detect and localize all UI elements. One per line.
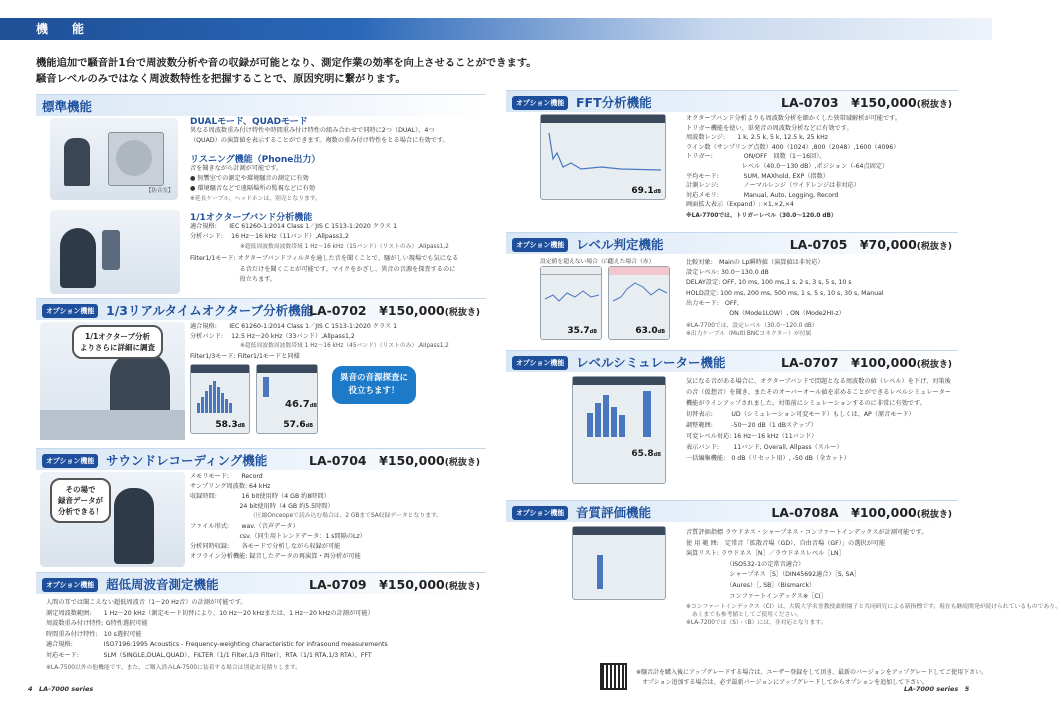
rec-price: LA-0704 ¥150,000(税抜き) (308, 453, 480, 468)
filter-text: Filter1/1モード: オクターブバンドフィルタを通した音を聞くことで、騒がしい現場でも気になる る音だけを聞くことが可能です。マイクをかざし、異音の音源を探査するのに 役立ちます。 (190, 255, 459, 283)
listening-text: 音を聞きながら計測が可能です。 ● 無響室での測定や環境騒音の測定に有効 ● 環境騒音などで遠隔場所の監視などに有効 (190, 165, 315, 192)
section-title: 機 能 (36, 22, 91, 36)
listening-title: リスニング機能（Phone出力） (190, 155, 321, 165)
option-badge: オプション機能 (512, 506, 568, 520)
rta-filter: Filter1/3モード: Filter1/1モードと同様 (190, 353, 300, 360)
infra-price: LA-0709 ¥150,000(税抜き) (308, 577, 480, 592)
octave-text: 適合規格: IEC 61260-1:2014 Class 1／JIS C 1513-1:2020 クラス 1 分析バンド: 16 Hz〜16 kHz（11バンド）,Allpass1,2 (190, 223, 398, 240)
quality-screen (572, 526, 666, 600)
level-caption-2: 超えた場合（赤） (608, 259, 655, 265)
sim-screen-value: 65.8dB (631, 449, 661, 459)
rec-text-2: ファイル形式: wav.（音声データ） csv.（同生用トレンドデータ：1 s間隔のLz） 分析同時収録: 各モードで分析しながら収録が可能 オフライン分析機能: 録音したデータの再演算・再分析が可能 (190, 523, 366, 560)
quality-note: ※コンファートインデックス（CI）は、大阪大学名誉教授桑野園子と共同研究による新指標です。現在も継続開発が続けられているものであり、 あくまでも参考値としてご使用ください。 ※LA-7200では（S）・（B）には、非対応となります。 (686, 604, 1061, 626)
octave-note: ※超低周波数周波数帯域 1 Hz〜16 kHz（15バンド）（リストのみ）,Allpass1,2 (240, 244, 449, 250)
sim-title: レベルシミュレーター機能 (576, 355, 726, 370)
intro-line-1: 機能追加で騒音計1台で周波数分析や音の収録が可能となり、測定作業の効率を向上させることができます。 (36, 57, 537, 69)
fft-screen-value: 69.1dB (631, 186, 661, 196)
rta-screen-1-value: 58.3dB (215, 420, 245, 430)
rta-screen-3-value: 57.6dB (283, 420, 313, 430)
level-text: 比較対象: Mainの Lp瞬時値（演算値は非対応） 設定レベル: 30.0〜130.0 dB DELAY設定: OFF, 10 ms, 100 ms,1 s, 2 s, 3 s, 5 s, 10 s HOLD設定: 100 ms, 200 ms, 500 ms, 1 s, 5 s, 10 s, 30 s, Manual 出力モード: OFF, ON（Mode1LOW）, ON（Mode2HI-z） (686, 259, 884, 318)
rec-title: サウンドレコーディング機能 (106, 453, 268, 468)
fft-section-bar (506, 90, 958, 112)
level-section-bar (506, 232, 958, 254)
fft-title: FFT分析機能 (576, 95, 652, 110)
fft-price: LA-0703 ¥150,000(税抜き) (780, 95, 952, 110)
footer-left: 4 LA-7000 series (28, 685, 94, 693)
level-note: ※LA-7700では、設定レベル（30.0〜120.0 dB） ※出力ケーブル（Multi BNCコネクター）が付属 (686, 323, 818, 337)
rta-note: ※超低周波数周波数帯域 1 Hz〜16 kHz（45バンド）（リストのみ）,Allpass1,2 (240, 343, 449, 349)
rta-screen-2 (256, 364, 318, 434)
rta-screen-2-value: 46.7dB (285, 399, 318, 410)
option-badge: オプション機能 (512, 96, 568, 110)
level-screen-ok-value: 35.7dB (567, 326, 597, 336)
option-badge: オプション機能 (42, 304, 98, 318)
upgrade-note: ※騒音計を購入後にアップグレードする場合は、ユーザー登録をして頂き、最新のバージョンをアップグレードしてご使用下さい。 オプション追加する場合は、必ず最新バージョンにアップグレードしてからオプションを追加して下さい。 (636, 669, 988, 686)
sim-text: 気になる音がある場合に、オクターブバンドで問題となる周波数の値（レベル）を下げ、対策後 の音（仮想音）を聞き、またそのオーバーオール値を求めることができるレベルシミュレーター 機能がラインアップされました。対策前にシミュレーションするのに非常に有効です。 切替表示: UD（シミュレーション可変モード）もしくは、AP（原音モード） 調整範囲: -50〜20 dB（1 dBステップ） 可変レベル対応: 16 Hz〜16 kHz（11バンド） 表示バンド: 11バンド, Overall, Allpass（スルー） 一括編集機能: 0 dB（リセット用）, -50 dB（全カット） (686, 378, 951, 462)
rta-screen-1 (190, 364, 250, 434)
quality-text: 音質評価指標 ラウドネス・シャープネス・コンファートインデックスが計測可能です。 使 用 範 囲: 定常音「拡散音場（GD）、自由音場（GF）」の選択が可能 演算リスト: ラウドネス［N］／ラウドネスレベル［LN］ （ISO532-1の定常音適合） シャープネス［S］（DIN45692適合）［S, SA］ （Aures）［, SB］（Bismarck） コンファートインデックス※［CI］ (686, 529, 928, 600)
rec-note: （圧縮Onceopeで読み込む場合は、2 GBまでSA収録データとなります。 (250, 513, 442, 519)
rta-price: LA-0702 ¥150,000(税抜き) (308, 303, 480, 318)
octave-title: 1/1オクターブバンド分析機能 (190, 213, 313, 223)
standard-section-bar (36, 94, 486, 116)
rta-section-bar (36, 298, 486, 320)
soundproof-room-illustration (50, 118, 178, 200)
standard-title: 標準機能 (42, 99, 93, 114)
infra-section-bar (36, 572, 486, 594)
section-header-bar (0, 18, 992, 40)
rta-bubble: 1/1オクターブ分析 よりさらに詳細に調査 (72, 325, 163, 359)
fft-screen (540, 114, 666, 200)
quality-title: 音質評価機能 (576, 505, 652, 520)
rta-title: 1/3リアルタイムオクターブ分析機能 (106, 303, 314, 318)
level-caption-1: 設定値を超えない場合（白） (540, 259, 616, 265)
level-title: レベル判定機能 (576, 237, 664, 252)
infra-title: 超低周波音測定機能 (106, 577, 219, 592)
sim-screen (572, 376, 666, 484)
rec-section-bar (36, 448, 486, 470)
listening-note: ※延長ケーブル、ヘッドホンは、別売となります。 (190, 196, 321, 202)
sim-price: LA-0707 ¥100,000(税抜き) (780, 355, 952, 370)
level-screen-ng (608, 266, 670, 340)
fft-text: オクターブバンド分析よりも周波数分析を細かくした狭帯域解析が可能です。 トリガー機能を使い、単発音の周波数分析などに有効です。 周波数レンジ: 1 k, 2.5 k, 5 k, 12.5 k, 25 kHz ライン数（サンプリング点数）400（1024）,800（2048）,1600（4096） トリガー: ON/OFF 回数（1〜16回）、 レベル（40.0〜130 dB）,ポジション（-64点固定） 平均モード: SUM, MAXhold, EXP（指数） 計測レンジ: ノーマルレンジ（ワイドレンジは非対応） 対応メモリ: Manual, Auto, Logging, Record 画面拡大表示（Expand）: ×1,×2,×4 (686, 115, 902, 209)
rec-text: メモリモード: Record サンプリング周波数: 64 kHz 収録時間: 16 bit使用時（4 GB 約8時間） 24 bit使用時（4 GB 約5.5時間） (190, 473, 334, 510)
infra-note: ※LA-7500以外の他機能です。また、ご購入済みLA-7500に装着する場合は別途お見積りします。 (46, 665, 301, 671)
level-screen-ok (540, 266, 602, 340)
soundproof-room-label: 【防音室】 (146, 188, 174, 194)
dual-text: 異なる周波数重み付け特性や時間重み付け特性の組み合わせで同時に2つ（DUAL）、4つ （QUAD）の演算値を表示することができます。複数の重み付け特性をとる場合に有効です。 (190, 127, 449, 144)
option-badge: オプション機能 (42, 578, 98, 592)
listening-illustration (50, 210, 180, 294)
level-price: LA-0705 ¥70,000(税抜き) (789, 237, 952, 252)
rta-text: 適合規格: IEC 61260-1:2014 Class 1／JIS C 1513-1:2020 クラス 1 分析バンド: 12.5 Hz〜20 kHz（33バンド）,Allpass1,2 (190, 323, 398, 340)
level-screen-ng-value: 63.0dB (635, 326, 665, 336)
fft-note: ※LA-7700では、トリガーレベル（30.0〜120.0 dB） (686, 213, 837, 219)
infra-text: 人間の耳では聞こえない超低周波音（1〜20 Hz音）の計測が可能です。 測定周波数範囲: 1 Hz〜20 kHz（測定モード切替により、10 Hz〜20 kHzまたは、1 Hz〜20 kHzの計測が可能） 周波数重み付け特性: G特性選択可能 時間重み付け特性: 10 s選択可能 適合規格: ISO7196:1995 Acoustics - Frequency-weighting characteristic for infrasound measurements 対応モード: SLM（SINGLE,DUAL,QUAD）、FILTER（1/1 Filter,1/3 Filter）、RTA（1/1 RTA,1/3 RTA）、FFT (46, 599, 388, 659)
rec-bubble: その場で 録音データが 分析できる！ (50, 478, 111, 523)
quality-price: LA-0708A ¥100,000(税抜き) (771, 505, 952, 520)
sim-section-bar (506, 350, 958, 372)
quality-section-bar (506, 500, 958, 522)
option-badge: オプション機能 (512, 238, 568, 252)
qr-code-icon[interactable] (600, 663, 627, 690)
rta-bubble-2: 異音の音源探査に 役立ちます！ (332, 366, 416, 404)
dual-title: DUALモード、QUADモード (190, 117, 308, 127)
intro-line-2: 騒音レベルのみではなく周波数特性を把握することで、原因究明に繋がります。 (36, 73, 406, 85)
option-badge: オプション機能 (42, 454, 98, 468)
option-badge: オプション機能 (512, 356, 568, 370)
footer-right: LA-7000 series 5 (904, 685, 970, 693)
